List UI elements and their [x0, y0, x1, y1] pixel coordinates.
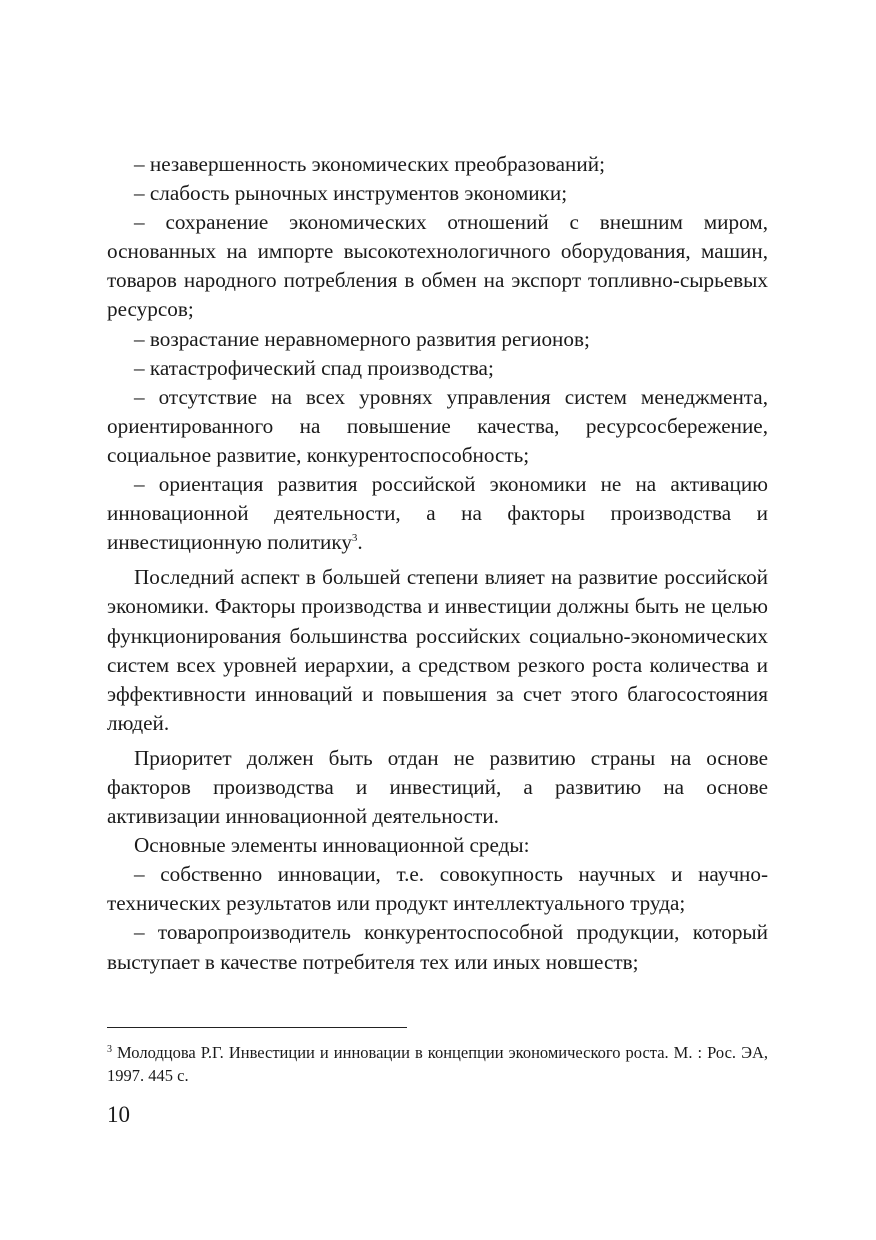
list-item: – сохранение экономических отношений с внешним миром, основанных на импорте высокотехнологичного оборудования, машин, товаров народного потребления в обмен на экспорт топливно-сырьевых ресурсов;	[107, 210, 768, 322]
footnote	[107, 1041, 768, 1087]
list-item: – возрастание неравномерного развития регионов;	[134, 326, 590, 351]
paragraph: Основные элементы инновационной среды:	[134, 833, 530, 858]
main-text	[107, 150, 768, 977]
list-item: – слабость рыночных инструментов экономики;	[134, 181, 568, 206]
page-number: 10	[107, 1102, 130, 1127]
list-item: – катастрофический спад производства;	[134, 355, 494, 380]
paragraph: Последний аспект в большей степени влияет на развитие российской экономики. Факторы производства и инвестиции должны быть не целью функционирования большинства российских социально-экономических систем всех уровней иерархии, а средством резкого роста количества и эффективности инноваций и повышения за счет этого благосостояния людей.	[107, 565, 768, 735]
footnote-text: Молодцова Р.Г. Инвестиции и инновации в концепции экономического роста. М. : Рос. ЭА, 1997. 445 с.	[107, 1043, 768, 1085]
paragraph: Приоритет должен быть отдан не развитию страны на основе факторов производства и инвестиций, а развитию на основе активизации инновационной деятельности.	[107, 745, 768, 829]
footnote-reference[interactable]: 3	[351, 532, 358, 545]
footnote-number: 3	[107, 1044, 112, 1055]
list-item: – отсутствие на всех уровнях управления систем менеджмента, ориентированного на повышение качества, ресурсосбережение, социальное развитие, конкурентоспособность;	[107, 384, 768, 467]
list-item: – незавершенность экономических преобразований;	[134, 152, 605, 176]
list-item: – собственно инновации, т.е. совокупность научных и научно-технических результатов или продукт интеллектуального труда;	[107, 862, 768, 916]
list-item-text: – ориентация развития российской экономики не на активацию инновационной деятельности, а на факторы производства и инвестиционную политику	[107, 472, 768, 555]
footnote-separator	[107, 1027, 407, 1028]
list-item: – товаропроизводитель конкурентоспособной продукции, который выступает в качестве потребителя тех или иных новшеств;	[107, 920, 768, 974]
list-item	[107, 470, 768, 557]
list-item-end: .	[357, 530, 363, 555]
